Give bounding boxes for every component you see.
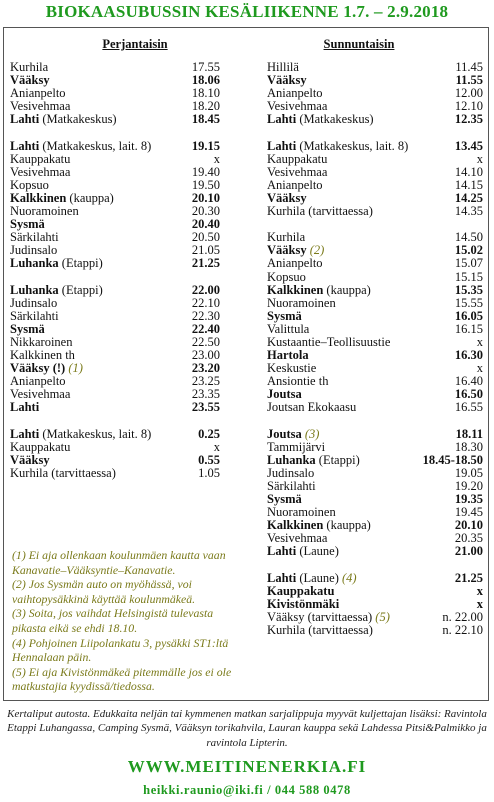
departure-time: 21.00 [454,544,483,559]
departure-time: 20.10 [191,190,220,205]
stop-label: Judinsalo [267,465,315,480]
departure-time: 15.35 [454,282,483,297]
friday-schedule [10,61,220,480]
website-link[interactable]: WWW.MEITINENERKIA.FI [127,757,367,776]
stop-label: Kurhila [267,230,306,245]
stop-name [10,467,116,480]
departure-time: 15.55 [454,295,483,310]
departure-time: 20.50 [191,230,220,245]
stop-label: Vesivehmaa [10,387,71,402]
stop-label: Keskustie [267,361,317,376]
stop-label: Ansiontie th [267,374,329,389]
footnote-2: (2) Jos Sysmän auto on myöhässä, voi vaihtopysäkkinä käyttää koulunmäkeä. [12,577,196,606]
departure-time: x [213,151,220,166]
departure-time: 19.35 [454,492,483,507]
departure-time: 18.06 [191,73,220,88]
schedule-row [10,388,220,401]
departure-time: 22.40 [191,321,220,336]
stop-label: Kurhila (tarvittaessa) [267,623,373,638]
stop-label: Kauppakatu [10,151,71,166]
departure-time: 21.25 [454,570,483,585]
stop-detail: (Matkakeskus) [39,112,117,127]
departure-time: n. 22.00 [442,609,483,624]
departure-time: x [476,583,483,598]
departure-time: 16.05 [454,308,483,323]
departure-time: 19.05 [454,465,483,480]
stop-label: Anianpelto [267,86,323,101]
departure-time: 18.30 [454,439,483,454]
departure-time: 15.02 [454,243,483,258]
stop-label: Kauppakatu [10,439,71,454]
departure-time: 20.30 [191,204,220,219]
stop-label: Anianpelto [10,374,66,389]
departure-time: 19.20 [454,479,483,493]
departure-time: 23.25 [191,374,220,389]
stop-detail: (Matkakeskus, lait. 8) [39,138,152,153]
stop-detail: (Laune) [296,570,339,585]
stop-label: Kurhila (tarvittaessa) [267,204,373,219]
departure-time: 16.15 [454,321,483,336]
stop-label: Kustaantie–Teollisuustie [267,334,391,349]
stop-label: Anianpelto [267,256,323,271]
stop-detail: (Matkakeskus) [296,112,374,127]
page-title: BIOKAASUBUSSIN KESÄLIIKENNE 1.7. – 2.9.2018 [45,2,449,21]
stop-label: Vesivehmaa [267,531,328,546]
departure-time: 23.20 [191,361,220,376]
schedule-row [10,401,220,414]
stop-label: Vesivehmaa [267,99,328,114]
stop-label: Kalkkinen [267,282,324,297]
departure-time: 20.40 [191,217,220,232]
departure-time: 18.11 [455,426,483,441]
stop-label: Joutsa [267,387,302,402]
stop-label: Judinsalo [10,243,58,258]
departure-time: x [476,334,483,349]
stop-label: Kalkkinen th [10,348,75,363]
departure-time: 22.30 [191,308,220,323]
stop-label: Nuoramoinen [10,204,79,219]
departure-time: 21.05 [191,243,220,258]
departure-time: 17.55 [191,60,220,74]
stop-detail: (Etappi) [58,256,103,271]
departure-time: 14.10 [454,164,483,179]
departure-time: 23.00 [191,348,220,363]
stop-label: Lahti [10,138,40,153]
stop-label: Lahti [267,544,297,559]
contact-info[interactable]: heikki.raunio@iki.fi / 044 588 0478 [143,783,351,797]
stop-label: Luhanka [10,282,59,297]
stop-label: Tammijärvi [267,439,326,454]
stop-label: Valittula [267,321,310,336]
stop-label: Vääksy (!) [10,361,66,376]
stop-label: Vääksy (tarvittaessa) [267,609,373,624]
stop-label: Lahti [267,138,297,153]
departure-time: 21.25 [191,256,220,271]
departure-time: 16.30 [454,348,483,363]
stop-label: Kalkkinen [267,518,324,533]
stop-label: Lahti [10,400,40,415]
departure-time: 19.50 [191,177,220,192]
stop-label: Lahti [267,112,297,127]
sunday-schedule [267,61,483,637]
departure-time: x [476,361,483,376]
stop-detail: (kauppa) [323,518,371,533]
departure-time: 15.15 [454,269,483,284]
stop-label: Anianpelto [10,86,66,101]
departure-time: 20.35 [454,531,483,546]
stop-detail: (Laune) [296,544,339,559]
stop-label: Luhanka [10,256,59,271]
stop-label: Kopsuo [10,177,49,192]
stop-label: Särkilahti [10,230,59,245]
stop-name [10,257,103,270]
stop-label: Vesivehmaa [267,164,328,179]
stop-label: Sysmä [267,308,302,323]
departure-time: 12.10 [454,99,483,114]
stop-label: Lahti [267,570,297,585]
departure-time: 18.45-18.50 [422,452,483,467]
departure-time: 22.10 [191,295,220,310]
stop-label: Lahti [10,112,40,127]
stop-label: Särkilahti [10,308,59,323]
schedule-row [267,545,483,558]
schedule-row [267,113,483,126]
stop-name [267,113,374,126]
departure-time: 12.00 [454,86,483,101]
schedule-row [10,113,220,126]
stop-name [10,113,117,126]
stop-label: Anianpelto [267,177,323,192]
stop-label: Luhanka [267,452,316,467]
departure-time: 18.45 [191,112,220,127]
stop-label: Sysmä [10,321,45,336]
schedule-row [10,257,220,270]
footnote-4: (4) Pohjoinen Liipolankatu 3, pysäkki ST1:ltä Hennalaan päin. [12,635,229,665]
schedule-row [10,467,220,480]
departure-time: x [476,596,483,611]
departure-time: 23.55 [191,400,220,415]
departure-time: 16.55 [454,400,483,415]
departure-time: 18.10 [191,86,220,101]
departure-time: 11.45 [455,60,483,74]
departure-time: 11.55 [455,73,483,88]
departure-time: 12.35 [454,112,483,127]
footnote-1: (1) Ei aja ollenkaan koulunmäen kautta vaan Kanavatie–Vääksyntie–Kanavatie. [12,548,226,577]
departure-time: 14.15 [454,177,483,192]
departure-time: 19.15 [191,138,220,153]
stop-detail: (kauppa) [66,190,114,205]
departure-time: 18.20 [191,99,220,114]
stop-label: Kauppakatu [267,583,335,598]
stop-label: Judinsalo [10,295,58,310]
stop-label: Nuoramoinen [267,505,336,520]
stop-label: Vääksy [267,73,307,88]
stop-label: Vääksy [267,190,307,205]
schedule-row [267,624,483,637]
stop-label: Kurhila (tarvittaessa) [10,465,116,480]
departure-time: x [476,151,483,166]
departure-time: x [213,439,220,454]
stop-label: Hillilä [267,60,299,74]
stop-label: Joutsan Ekokaasu [267,400,357,415]
footnote-ref: (3) [301,426,320,441]
stop-label: Joutsa [267,426,302,441]
departure-time: n. 22.10 [442,623,483,638]
friday-heading: Perjantaisin [102,37,168,51]
ticket-info: Kertaliput autosta. Edukkaita neljän tai kymmenen matkan sarjalippuja myyvät kuljettajan lisäksi: Ravintola Etappi Luhangassa, Camping Sysmä, Vääksyn torikahvila, Lauran kauppa sekä Lahdessa Pitsi&Palmikko ja ravintola Lipterin. [7,708,487,749]
schedule-row [267,205,483,218]
departure-time: 0.25 [198,426,220,441]
schedule-row [267,401,483,414]
stop-label: Kauppakatu [267,151,328,166]
stop-label: Kurhila [10,60,49,74]
departure-time: 15.07 [454,256,483,271]
stop-label: Vesivehmaa [10,99,71,114]
departure-time: 1.05 [198,465,220,480]
stop-label: Hartola [267,348,309,363]
departure-time: 0.55 [198,452,220,467]
departure-time: 22.00 [191,282,220,297]
stop-detail: (kauppa) [323,282,371,297]
stop-detail: (Matkakeskus, lait. 8) [39,426,152,441]
footnote-ref: (4) [338,570,357,585]
departure-time: 14.35 [454,204,483,219]
departure-time: 13.45 [454,138,483,153]
stop-detail: (Matkakeskus, lait. 8) [296,138,409,153]
departure-time: 20.10 [454,518,483,533]
footnote-ref: (5) [372,609,390,624]
departure-time: 14.25 [454,190,483,205]
footnotes [12,548,248,694]
stop-label: Vesivehmaa [10,164,71,179]
stop-name [10,401,39,414]
sunday-heading: Sunnuntaisin [323,37,395,51]
stop-name [267,401,356,414]
stop-label: Lahti [10,426,40,441]
stop-label: Vääksy [267,243,307,258]
footnote-ref: (1) [65,361,83,376]
departure-time: 19.40 [191,164,220,179]
stop-detail: (Etappi) [58,282,103,297]
stop-label: Sysmä [267,492,302,507]
departure-time: 16.50 [454,387,483,402]
stop-name [267,624,373,637]
footnote-3: (3) Soita, jos vaihdat Helsingistä tulevasta pikasta eikä se ehdi 18.10. [12,606,214,635]
departure-time: 23.35 [191,387,220,402]
departure-time: 14.50 [454,230,483,245]
departure-time: 22.50 [191,334,220,349]
stop-label: Vääksy [10,452,50,467]
stop-label: Vääksy [10,73,50,88]
stop-label: Kopsuo [267,269,306,284]
stop-label: Kalkkinen [10,190,67,205]
stop-detail: (Etappi) [315,452,360,467]
footnote-5: (5) Ei aja Kivistönmäkeä pitemmälle jos ei ole matkustajia kyydissä/tiedossa. [12,664,232,694]
stop-label: Nuoramoinen [267,295,336,310]
stop-label: Särkilahti [267,479,316,493]
departure-time: 19.45 [454,505,483,520]
departure-time: 16.40 [454,374,483,389]
footnote-ref: (2) [306,243,325,258]
stop-label: Nikkaroinen [10,334,73,349]
stop-label: Kivistönmäki [267,596,340,611]
stop-name [267,205,373,218]
stop-label: Sysmä [10,217,45,232]
stop-name [267,545,339,558]
